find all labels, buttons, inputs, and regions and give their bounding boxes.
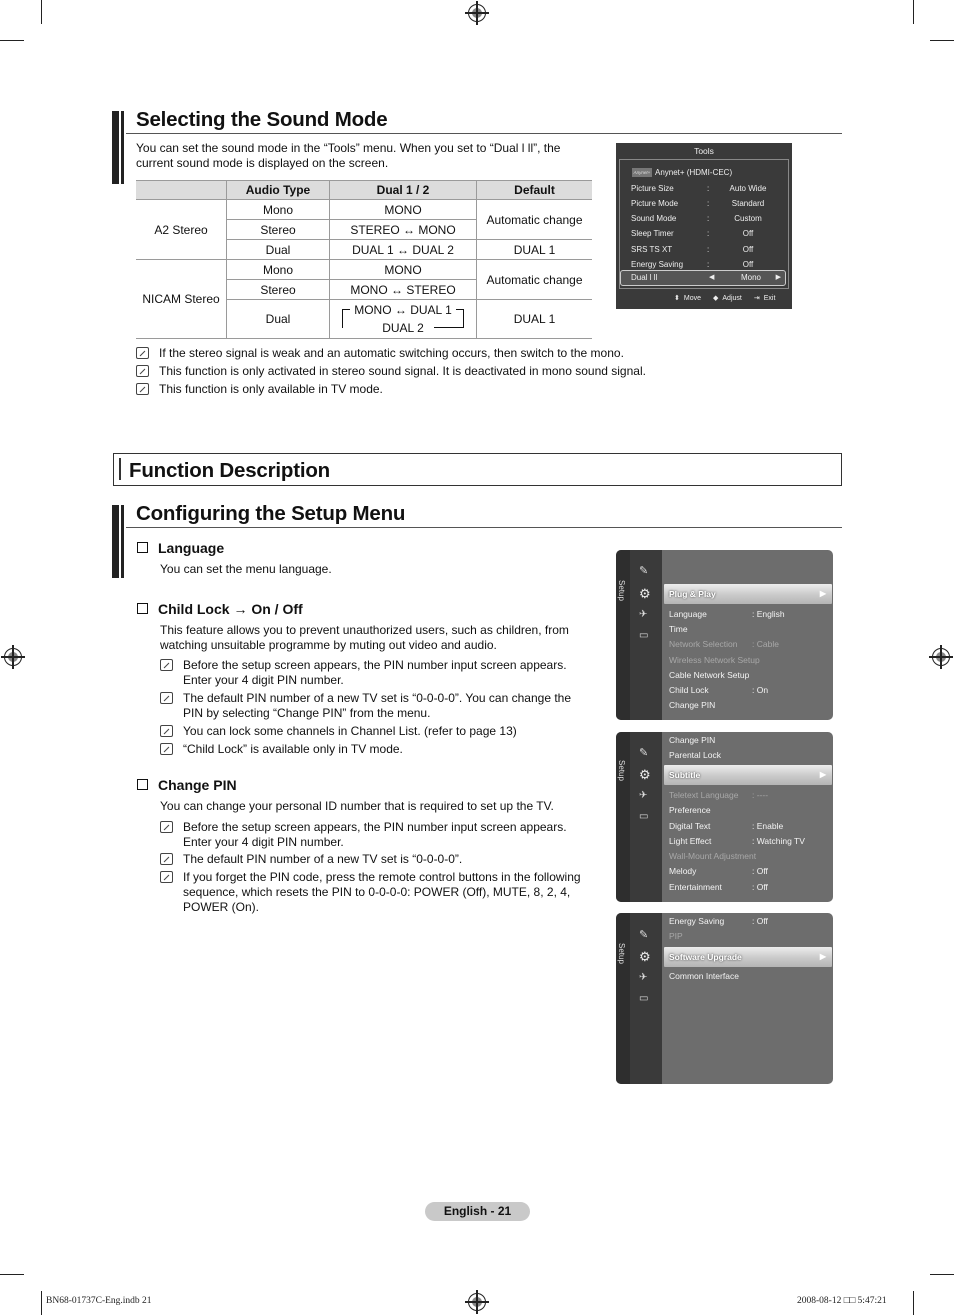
setup-item-teletext-language[interactable]: Teletext Language : ---- (669, 790, 769, 800)
note-icon (160, 692, 173, 704)
adjust-icon: ◆ (713, 295, 719, 302)
section-title-function-description: Function Description (129, 459, 331, 482)
tools-row-sleep-timer[interactable]: Sleep Timer : Off (631, 229, 754, 238)
note: You can lock some channels in Channel List. (refer to page 13) (160, 724, 517, 739)
setup-item-network-selection[interactable]: Network Selection : Cable (669, 639, 779, 649)
gear-icon: ⚙ (639, 586, 651, 601)
setup-item-energy-saving[interactable]: Energy Saving : Off (669, 916, 768, 926)
note: Before the setup screen appears, the PIN number input screen appears. Enter your 4 digit PIN number. (160, 658, 567, 688)
setup-item-wireless-network[interactable]: Wireless Network Setup (669, 655, 760, 665)
language-text: You can set the menu language. (160, 562, 332, 576)
note-icon (136, 365, 149, 377)
section-title-setup-menu: Configuring the Setup Menu (136, 502, 406, 525)
setup-item-wall-mount[interactable]: Wall-Mount Adjustment (669, 851, 757, 861)
note-icon (136, 347, 149, 359)
registration-mark-icon (932, 648, 950, 666)
note: The default PIN number of a new TV set is “0-0-0-0”. You can change the PIN by selecting “Change PIN” from the menu. (160, 691, 571, 721)
registration-mark-icon (468, 4, 486, 22)
nicam-stereo-label: NICAM Stereo (136, 260, 227, 339)
note: Before the setup screen appears, the PIN number input screen appears. Enter your 4 digit PIN number. (160, 820, 567, 850)
child-lock-text: This feature allows you to prevent unauthorized users, such as children, from watching unsuitable programme by muting out video and audio. (160, 623, 569, 652)
setup-item-digital-text[interactable]: Digital Text : Enable (669, 821, 784, 831)
slug-file: BN68-01737C-Eng.indb 21 (46, 1296, 152, 1306)
note-icon (136, 383, 149, 395)
note-icon (160, 743, 173, 755)
note: “Child Lock” is available only in TV mode. (160, 742, 403, 757)
note: This function is only available in TV mode. (136, 382, 383, 397)
tools-row-dual-selected[interactable]: Dual l ll ◀ Mono ▶ (620, 270, 786, 286)
sound-mode-intro: You can set the sound mode in the “Tools” menu. When you set to “Dual l ll”, the current sound mode is displayed on the screen. (136, 141, 561, 170)
setup-item-language[interactable]: Language : English (669, 609, 785, 619)
arrow-right-icon: ▶ (819, 589, 826, 598)
note-icon (160, 853, 173, 865)
setup-item-parental-lock[interactable]: Parental Lock (669, 750, 721, 760)
gear-icon: ⚙ (639, 767, 651, 782)
tools-row-energy-saving[interactable]: Energy Saving : Off (631, 260, 754, 269)
change-pin-text: You can change your personal ID number that is required to set up the TV. (160, 799, 554, 813)
setup-item-light-effect[interactable]: Light Effect : Watching TV (669, 836, 805, 846)
registration-mark-icon (4, 648, 22, 666)
setup-item-melody[interactable]: Melody : Off (669, 866, 768, 876)
setup-item-pip[interactable]: PIP (669, 931, 683, 941)
tools-row-picture-mode[interactable]: Picture Mode : Standard (631, 199, 765, 208)
tools-menu (616, 143, 792, 309)
note: This function is only activated in stereo sound signal. It is deactivated in mono sound signal. (136, 364, 646, 379)
setup-item-child-lock[interactable]: Child Lock : On (669, 685, 769, 695)
setup-item-cable-network[interactable]: Cable Network Setup (669, 670, 750, 680)
note-icon (160, 871, 173, 883)
setup-panel-2: Setup ✎ ⚙ ✈ ▭ Change PIN Parental Lock Subtitle ▶ Teletext Language : ---- Preference Digital Text : Enable Light Effect : Watching TV Wall-Mount Adjustment Melody : Off Entertainment : Off (616, 732, 833, 902)
note: If you forget the PIN code, press the remote control buttons in the following sequence, which resets the PIN to 0-0-0-0: POWER (Off), MUTE, 8, 2, 4, POWER (On). (160, 870, 581, 915)
setup-item-software-upgrade[interactable]: Software Upgrade ▶ (664, 947, 832, 967)
page-number: English - 21 (425, 1202, 530, 1221)
tools-row-srs[interactable]: SRS TS XT : Off (631, 245, 754, 254)
anynet-row[interactable]: Anynet+ Anynet+ (HDMI-CEC) (633, 168, 733, 177)
sound-mode-table: Audio Type Dual 1 / 2 Default A2 Stereo Mono MONO Automatic change Stereo STEREO ↔ MONO Dual DUAL 1 ↔ DUAL 2 DUAL 1 NICAM Stereo Mono MONO Automatic change Stereo MONO ↔ STEREO Dual MONO ↔ DUAL 1 DUAL 2 DUAL 1 (136, 180, 592, 339)
note-icon (160, 725, 173, 737)
arrow-right-icon: ▶ (819, 770, 826, 779)
slug-timestamp: 2008-08-12 □□ 5:47:21 (797, 1296, 887, 1306)
anynet-logo-icon: Anynet+ (633, 170, 651, 175)
setup-item-change-pin[interactable]: Change PIN (669, 700, 716, 710)
note: If the stereo signal is weak and an automatic switching occurs, then switch to the mono. (136, 346, 624, 361)
note: The default PIN number of a new TV set is “0-0-0-0”. (160, 852, 462, 867)
picture-icon: ✎ (639, 929, 649, 941)
tools-footer: ⬍ Move ◆ Adjust ⇥ Exit (674, 294, 776, 302)
input-icon: ▭ (639, 630, 649, 641)
note-icon (160, 659, 173, 671)
arrow-right-icon: ▶ (819, 952, 826, 961)
setup-item-preference[interactable]: Preference (669, 805, 711, 815)
note-icon (160, 821, 173, 833)
satellite-icon: ✈ (639, 972, 648, 983)
setup-panel-1: Setup ✎ ⚙ ✈ ▭ Plug & Play ▶ Language : English Time Network Selection : Cable Wireless Network Setup Cable Network Setup Child Lock : On Change PIN (616, 550, 833, 720)
move-icon: ⬍ (674, 295, 680, 302)
gear-icon: ⚙ (639, 949, 651, 964)
arrow-right-icon[interactable]: ▶ (775, 274, 781, 281)
setup-item-change-pin[interactable]: Change PIN (669, 735, 716, 745)
setup-item-time[interactable]: Time (669, 624, 688, 634)
setup-item-subtitle[interactable]: Subtitle ▶ (664, 765, 832, 785)
change-pin-heading: Change PIN (137, 777, 237, 793)
tools-row-picture-size[interactable]: Picture Size : Auto Wide (631, 184, 767, 193)
function-description-box (113, 453, 842, 486)
setup-panel-3: Setup ✎ ⚙ ✈ ▭ Energy Saving : Off PIP Software Upgrade ▶ Common Interface (616, 913, 833, 1084)
a2-stereo-label: A2 Stereo (136, 200, 227, 260)
tools-menu-title: Tools (694, 146, 714, 156)
input-icon: ▭ (639, 993, 649, 1004)
setup-item-entertainment[interactable]: Entertainment : Off (669, 882, 768, 892)
tools-row-sound-mode[interactable]: Sound Mode : Custom (631, 214, 762, 223)
picture-icon: ✎ (639, 565, 649, 577)
setup-item-plug-play[interactable]: Plug & Play ▶ (664, 584, 832, 604)
picture-icon: ✎ (639, 747, 649, 759)
language-heading: Language (137, 540, 224, 556)
input-icon: ▭ (639, 811, 649, 822)
arrow-left-icon[interactable]: ◀ (709, 274, 715, 281)
satellite-icon: ✈ (639, 790, 648, 801)
setup-item-common-interface[interactable]: Common Interface (669, 971, 739, 981)
exit-icon: ⇥ (753, 295, 760, 302)
registration-mark-icon (468, 1293, 486, 1311)
section-title-sound-mode: Selecting the Sound Mode (136, 108, 388, 131)
child-lock-heading: Child Lock → On / Off (137, 601, 303, 617)
satellite-icon: ✈ (639, 609, 648, 620)
